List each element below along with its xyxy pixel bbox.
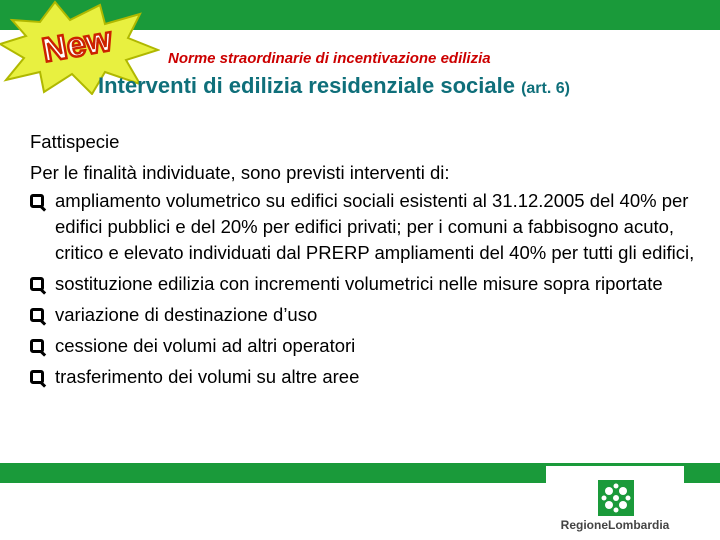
- list-item-text: trasferimento dei volumi su altre aree: [55, 366, 360, 387]
- list-item: [30, 188, 700, 266]
- list-item: [30, 302, 700, 328]
- checkbox-bullet-icon: [30, 339, 44, 353]
- slide-title-text: Interventi di edilizia residenziale sociale: [98, 73, 515, 98]
- bullet-list: [30, 188, 700, 390]
- list-item: [30, 333, 700, 359]
- checkbox-bullet-icon: [30, 277, 44, 291]
- list-item-text: sostituzione edilizia con incrementi volumetrici nelle misure sopra riportate: [55, 273, 663, 294]
- slide-title: [98, 73, 570, 99]
- slide-body: [30, 126, 700, 395]
- list-item-text: cessione dei volumi ad altri operatori: [55, 335, 356, 356]
- checkbox-bullet-icon: [30, 308, 44, 322]
- checkbox-bullet-icon: [30, 370, 44, 384]
- logo-text: RegioneLombardia: [560, 518, 670, 532]
- list-item: [30, 271, 700, 297]
- list-item: [30, 364, 700, 390]
- slide-title-suffix: (art. 6): [521, 80, 570, 97]
- slide-subtitle: Norme straordinarie di incentivazione edilizia: [168, 50, 491, 67]
- checkbox-bullet-icon: [30, 194, 44, 208]
- rosa-camuna-icon: [598, 480, 634, 516]
- badge-text: New: [39, 20, 115, 70]
- region-logo: [546, 466, 684, 540]
- list-item-text: variazione di destinazione d’uso: [55, 304, 318, 325]
- list-item-text: ampliamento volumetrico su edifici sociali esistenti al 31.12.2005 del 40% per edifici pubblici e del 20% per edifici privati; per i comuni a fabbisogno acuto, critico e elevato individuati dal PRERP ampliamenti del 40% per tutti gli edifici,: [55, 190, 695, 263]
- intro-text: Per le finalità individuate, sono previsti interventi di:: [30, 162, 450, 183]
- section-heading: Fattispecie: [30, 131, 120, 152]
